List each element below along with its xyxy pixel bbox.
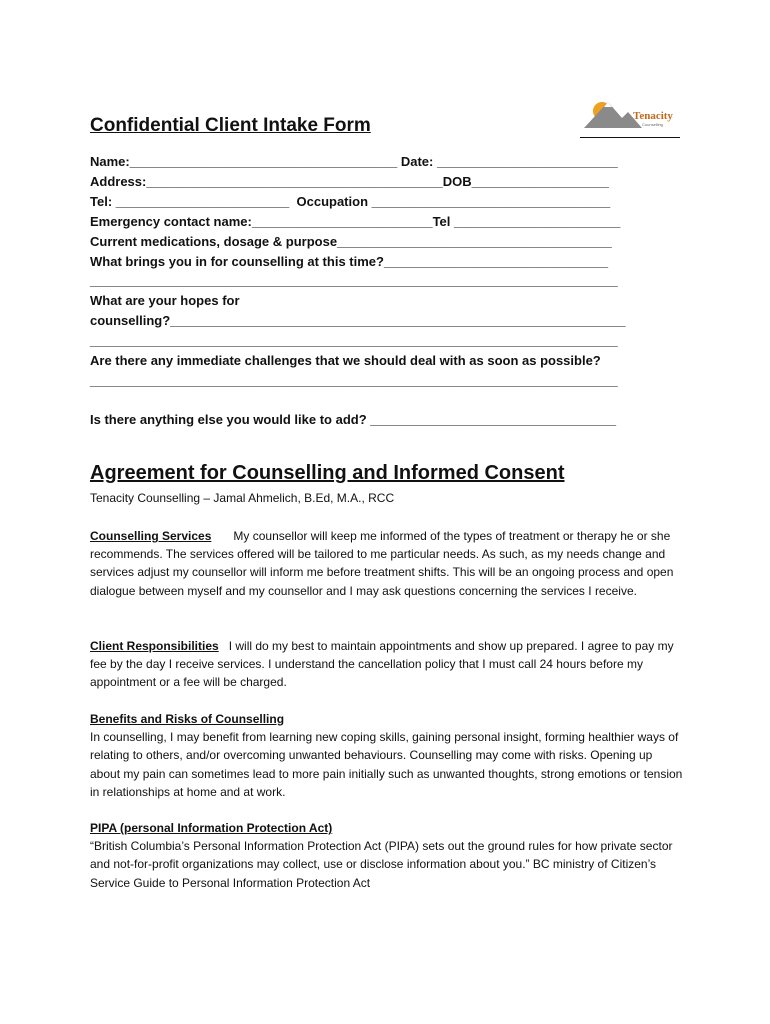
client-responsibilities-section xyxy=(90,637,685,692)
client-responsibilities-label: Client Responsibilities xyxy=(90,639,219,653)
logo-brand-text: Tenacity xyxy=(633,110,673,122)
pipa-text: “British Columbia’s Personal Information Protection Act (PIPA) sets out the ground rules for how private sector and not-for-profit organizations may collect, use or disclose information about you.” BC ministry of Citizen’s Service Guide to Personal Information Protection Act xyxy=(90,839,673,890)
pipa-label: PIPA (personal Information Protection Act) xyxy=(90,821,333,835)
logo-tagline-text: Counselling xyxy=(642,122,663,127)
tel-occupation-line: Tel: ________________________ Occupation _________________________________ xyxy=(90,194,611,209)
agreement-title: Agreement for Counselling and Informed Consent xyxy=(90,462,565,484)
blank-line-3: _________________________________________________________________________ xyxy=(90,373,618,388)
name-date-line: Name:_____________________________________ Date: _________________________ xyxy=(90,154,618,169)
hopes-question-line: What are your hopes for xyxy=(90,293,240,308)
benefits-risks-text: In counselling, I may benefit from learning new coping skills, gaining personal insight, forming healthier ways of relating to others, and/or overcoming unwanted behaviours. Counselling may come with risks. Opening up about my pain can sometimes lead to more pain initially such as unwanted thoughts, strong emotions or tension in relationships at home and at work. xyxy=(90,730,683,799)
counselling-services-section xyxy=(90,527,685,600)
address-dob-line: Address:_________________________________________DOB___________________ xyxy=(90,174,610,189)
anything-else-line: Is there anything else you would like to add? __________________________________ xyxy=(90,412,617,427)
client-responsibilities-text: I will do my best to maintain appointments and show up prepared. I agree to pay my fee by the day I receive services. I understand the cancellation policy that I must call 24 hours before my appointment or a fee will be charged. xyxy=(90,639,674,690)
agreement-subtitle: Tenacity Counselling – Jamal Ahmelich, B.Ed, M.A., RCC xyxy=(90,491,395,505)
blank-line-1: _________________________________________________________________________ xyxy=(90,273,618,288)
hopes-answer-line: counselling?_______________________________________________________________ xyxy=(90,313,626,328)
counselling-services-label: Counselling Services xyxy=(90,529,212,543)
tenacity-logo xyxy=(580,94,680,138)
blank-line-2: _________________________________________________________________________ xyxy=(90,333,618,348)
emergency-contact-line: Emergency contact name:_________________________Tel _______________________ xyxy=(90,214,621,229)
counselling-services-text: My counsellor will keep me informed of the types of treatment or therapy he or she recommends. The services offered will be tailored to me particular needs. As such, as my needs change and services adjust my counsellor will inform me before treatment shifts. This will be an ongoing process and open dialogue between myself and my counsellor and I may ask questions concerning the services I receive. xyxy=(90,529,674,598)
brings-you-in-line: What brings you in for counselling at this time?_______________________________ xyxy=(90,254,609,269)
benefits-risks-label: Benefits and Risks of Counselling xyxy=(90,712,285,726)
logo-underline xyxy=(580,137,680,138)
form-title: Confidential Client Intake Form xyxy=(90,115,371,136)
pipa-section xyxy=(90,819,685,892)
benefits-risks-section xyxy=(90,710,685,801)
medications-line: Current medications, dosage & purpose______________________________________ xyxy=(90,234,612,249)
challenges-question-line: Are there any immediate challenges that we should deal with as soon as possible? xyxy=(90,353,601,368)
